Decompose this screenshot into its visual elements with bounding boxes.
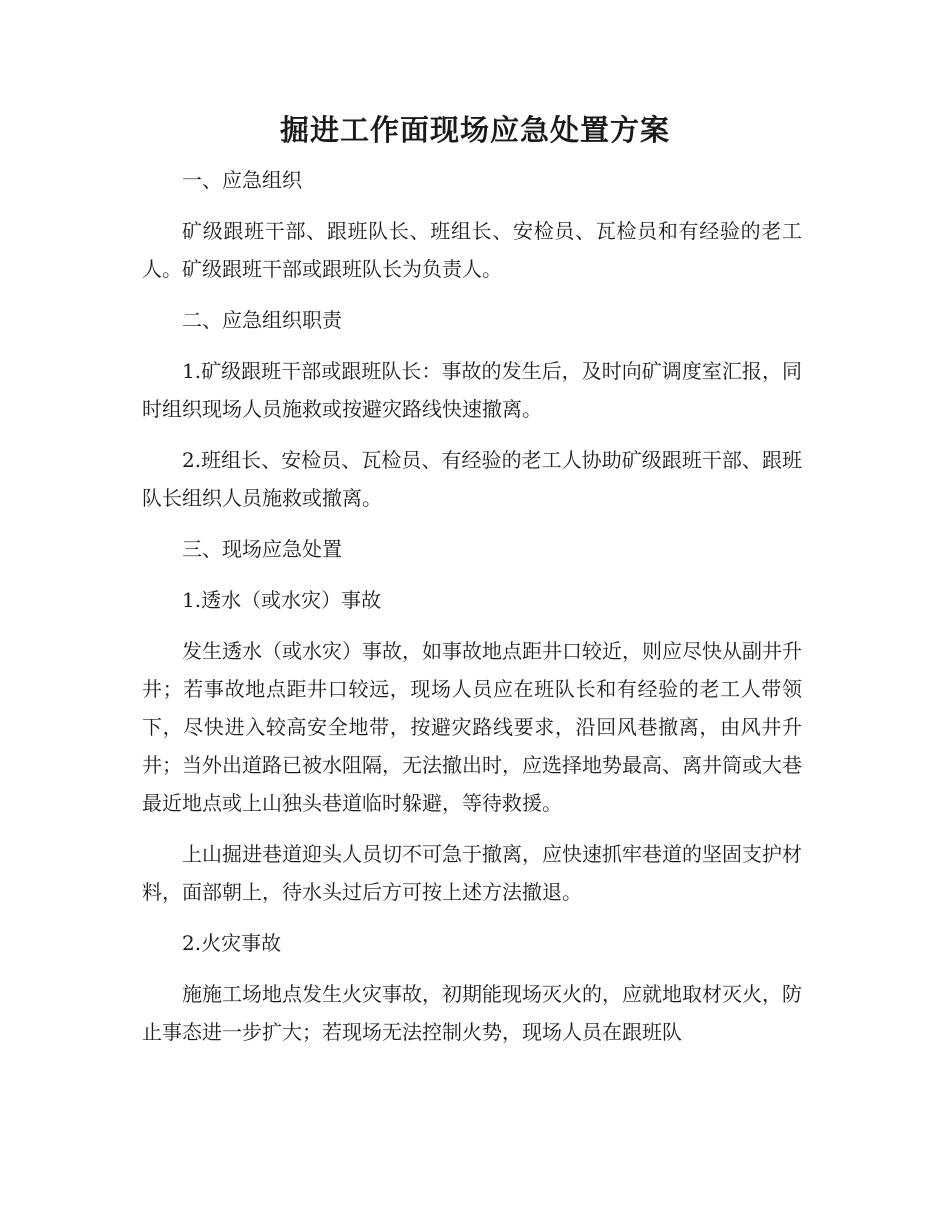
paragraph-water-inrush-response: 发生透水（或水灾）事故，如事故地点距井口较近，则应尽快从副井升井；若事故地点距井口较远，现场人员应在班队长和有经验的老工人带领下，尽快进入较高安全地带，按避灾路线要求，沿回风巷撤离，由风井升井；当外出道路已被水阻隔，无法撤出时，应选择地势最高、离井筒或大巷最近地点或上山独头巷道临时躲避，等待救援。	[142, 639, 802, 815]
paragraph-duty-1: 1.矿级跟班干部或跟班队长：事故的发生后，及时向矿调度室汇报，同时组织现场人员施救或按避灾路线快速撤离。	[142, 359, 802, 421]
document-body	[142, 161, 802, 1064]
paragraph-duty-2: 2.班组长、安检员、瓦检员、有经验的老工人协助矿级跟班干部、跟班队长组织人员施救或撤离。	[142, 448, 802, 510]
paragraph-organization-members: 矿级跟班干部、跟班队长、班组长、安检员、瓦检员和有经验的老工人。矿级跟班干部或跟班队长为负责人。	[142, 219, 802, 281]
subheading-fire-accident: 2.火灾事故	[182, 931, 282, 955]
paragraph-uphill-heading-response: 上山掘进巷道迎头人员切不可急于撤离，应快速抓牢巷道的坚固支护材料，面部朝上，待水头过后方可按上述方法撤退。	[142, 842, 802, 904]
section-heading-organization-duties: 二、应急组织职责	[182, 308, 342, 332]
section-heading-emergency-organization: 一、应急组织	[182, 168, 302, 192]
paragraph-fire-response: 施施工场地点发生火灾事故，初期能现场灭火的，应就地取材灭火，防止事态进一步扩大；若现场无法控制火势，现场人员在跟班队	[142, 982, 802, 1044]
subheading-water-inrush: 1.透水（或水灾）事故	[182, 588, 382, 612]
section-heading-onsite-response: 三、现场应急处置	[182, 537, 342, 561]
document-title: 掘进工作面现场应急处置方案	[279, 113, 670, 147]
